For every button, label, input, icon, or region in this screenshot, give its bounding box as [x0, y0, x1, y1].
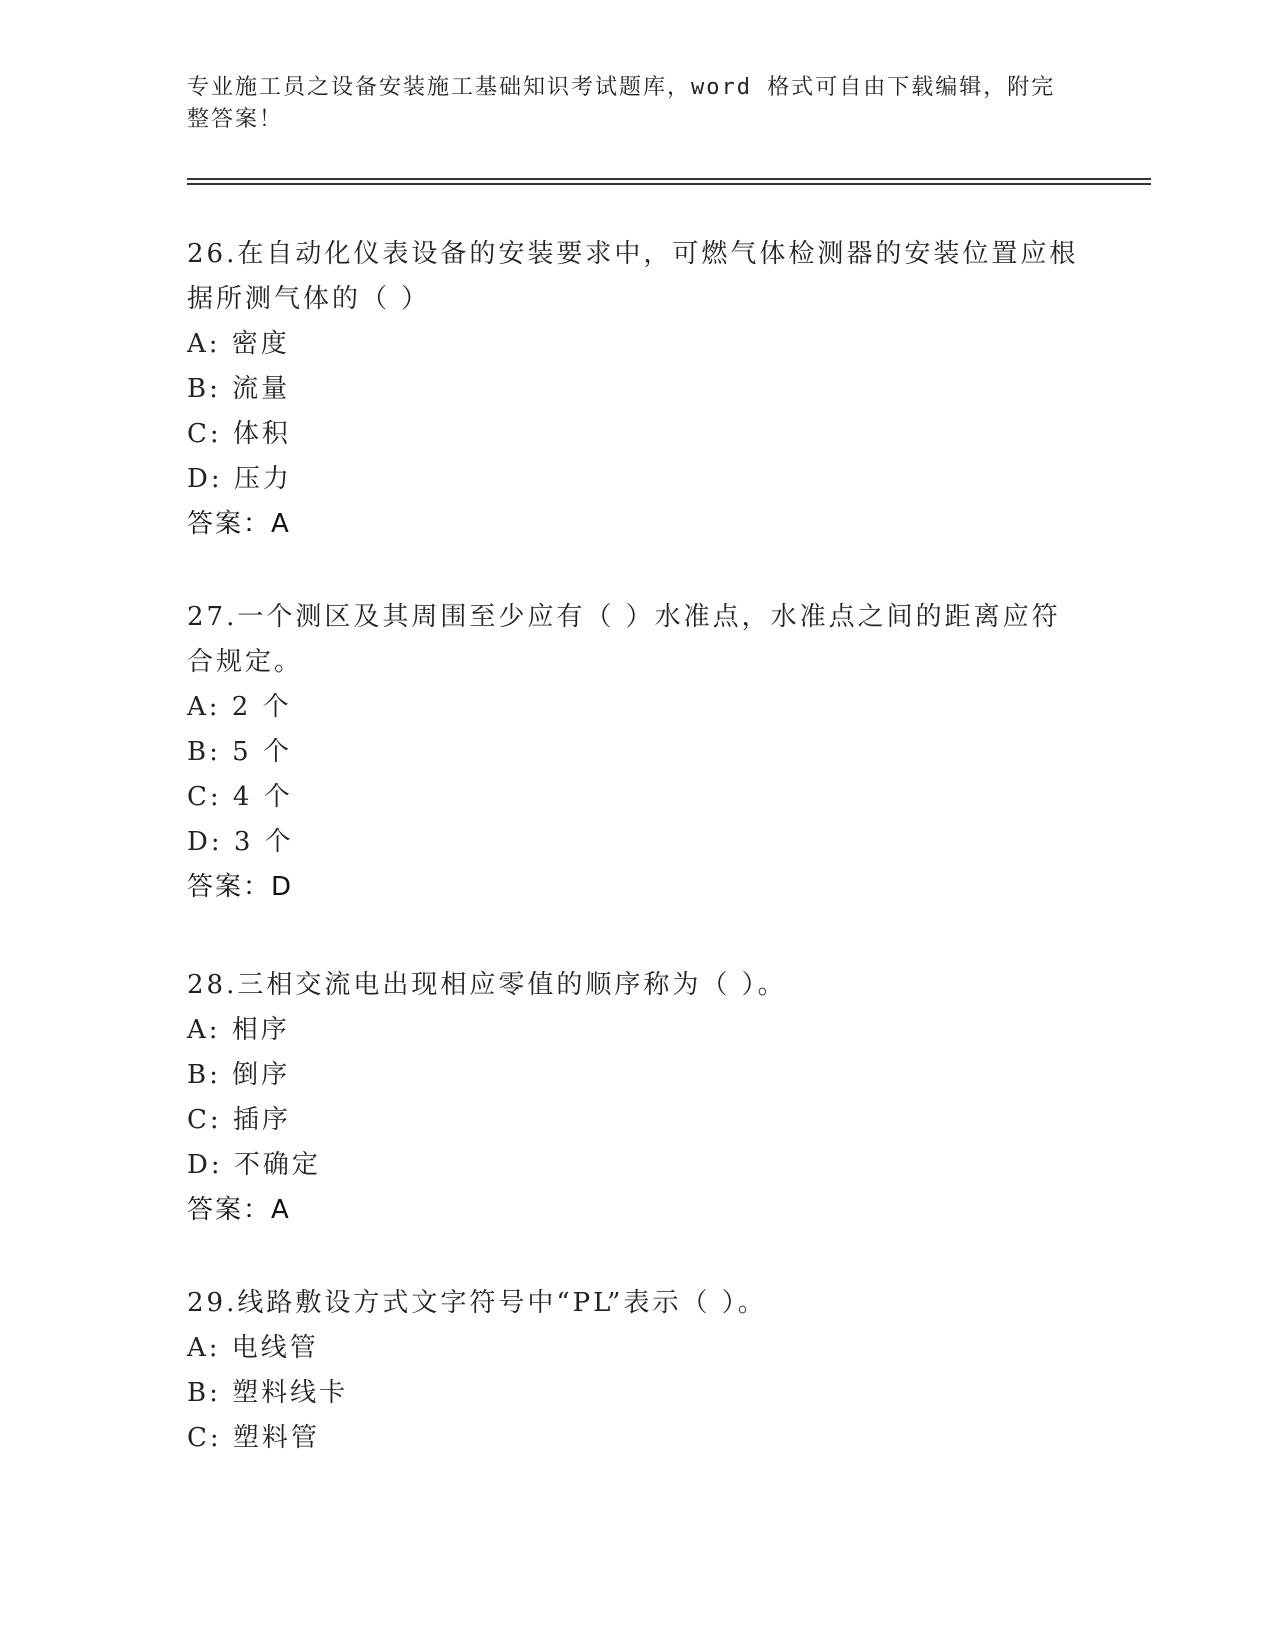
option-c: C: 4 个	[187, 782, 293, 812]
header-divider-bottom	[187, 183, 1151, 185]
header-divider-top	[187, 178, 1151, 180]
answer: 答案：D	[187, 872, 294, 902]
option-a: A: 相序	[187, 1015, 290, 1045]
option-b: B: 流量	[187, 374, 291, 404]
question-29	[187, 1281, 1087, 1461]
question-stem: 27.一个测区及其周围至少应有（ ）水准点，水准点之间的距离应符合规定。	[187, 602, 1061, 677]
header-note: 专业施工员之设备安装施工基础知识考试题库，word 格式可自由下载编辑，附完整答案！	[187, 75, 1056, 132]
question-27	[187, 595, 1087, 910]
option-a: A: 密度	[187, 329, 290, 359]
option-b: B: 塑料线卡	[187, 1378, 349, 1408]
option-d: D: 压力	[187, 464, 292, 494]
question-stem: 29.线路敷设方式文字符号中“PL”表示（ ）。	[187, 1288, 767, 1318]
option-b: B: 倒序	[187, 1060, 291, 1090]
option-c: C: 插序	[187, 1105, 291, 1135]
question-stem: 26.在自动化仪表设备的安装要求中，可燃气体检测器的安装位置应根据所测气体的（ ）	[187, 239, 1079, 314]
option-a: A: 电线管	[187, 1333, 319, 1363]
option-a: A: 2 个	[187, 692, 292, 722]
answer: 答案：A	[187, 1195, 291, 1225]
question-28	[187, 963, 1087, 1233]
option-d: D: 3 个	[187, 827, 294, 857]
option-d: D: 不确定	[187, 1150, 321, 1180]
option-b: B: 5 个	[187, 737, 292, 767]
option-c: C: 体积	[187, 419, 291, 449]
answer: 答案：A	[187, 509, 291, 539]
question-26	[187, 232, 1087, 547]
option-c: C: 塑料管	[187, 1423, 320, 1453]
question-stem: 28.三相交流电出现相应零值的顺序称为（ ）。	[187, 970, 787, 1000]
